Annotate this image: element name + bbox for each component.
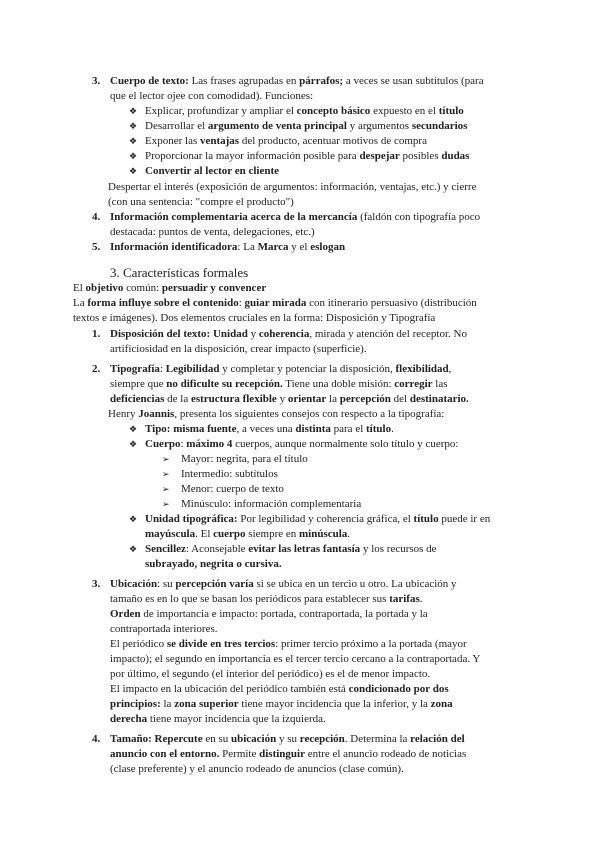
text-run: contraportada interiores. (110, 623, 218, 635)
bold-run: principios: (110, 698, 161, 710)
text-run: por último, el segundo (el interior del periódico) es el de menor impacto. (110, 668, 431, 680)
bold-run: guiar mirada (244, 297, 307, 309)
bold-run: destinatario. (409, 393, 469, 405)
paragraph-line: Despertar el interés (exposición de argumentos: información, ventajas, etc.) y cierre (108, 181, 477, 193)
text-run: Desarrollar el (145, 120, 208, 132)
paragraph-line: destacada: puntos de venta, delegaciones, etc.) (110, 226, 315, 238)
bold-run: corregir (394, 378, 433, 390)
bold-run: persuadir y convencer (161, 282, 267, 294)
text-run: Exponer las (145, 135, 200, 147)
paragraph-line (110, 732, 520, 747)
bold-run: título (413, 513, 439, 525)
text-run: : su (157, 578, 176, 590)
text-run: y argumentos (346, 120, 412, 132)
bold-run: estructura flexible (190, 393, 277, 405)
text-run: . (391, 423, 394, 435)
text-run: tiene mayor incidencia que la inferior, y la (238, 698, 431, 710)
text-run: Henry (108, 408, 139, 420)
paragraph-line (110, 74, 520, 89)
bold-run: zona superior (174, 698, 239, 710)
bold-run: recepción (299, 733, 345, 745)
text-run: si se ubica en un tercio u otro. La ubicación y (253, 578, 457, 590)
bullet-text (145, 134, 515, 149)
text-run: , a veces una (236, 423, 296, 435)
text-run: siempre que (110, 378, 167, 390)
bold-run: Ubicación (110, 578, 158, 590)
text-run: : (238, 297, 245, 309)
text-run: Permite (219, 748, 260, 760)
text-run: : (159, 363, 166, 375)
bold-run: percepción (339, 393, 391, 405)
bold-run: forma influye sobre el contenido (87, 297, 239, 309)
diamond-bullet-icon: ❖ (129, 151, 138, 161)
bold-run: objetivo (85, 282, 124, 294)
arrow-bullet-icon: ➢ (162, 499, 170, 509)
paragraph-line (110, 637, 520, 652)
bold-run: Joannis (138, 408, 175, 420)
bold-run: título (366, 423, 392, 435)
text-run: tamaño es en lo que se basan los periódicos para establecer sus (110, 593, 390, 605)
paragraph-line (110, 712, 520, 727)
bold-run: Tipografía (110, 363, 160, 375)
text-run: cuerpos, aunque normalmente solo título y cuerpo: (232, 438, 459, 450)
paragraph-line (110, 362, 520, 377)
paragraph-line: (con una sentencia: "compre el producto") (108, 196, 294, 208)
paragraph-line (110, 747, 520, 762)
paragraph-line: textos e imágenes). Dos elementos cruciales en la forma: Disposición y Tipografía (73, 312, 436, 324)
paragraph-line (108, 407, 520, 422)
diamond-bullet-icon: ❖ (129, 544, 138, 554)
bold-run: concepto básico (296, 105, 371, 117)
bold-run: se divide en tres tercios (166, 638, 276, 650)
bold-run: Tipo: misma fuente (145, 423, 237, 435)
text-run: del (390, 393, 410, 405)
bold-run: orientar (287, 393, 327, 405)
text-run: El (73, 282, 86, 294)
bold-run: no dificulte su recepción. (166, 378, 283, 390)
text-run: , (448, 363, 452, 375)
bold-run: ubicación (231, 733, 277, 745)
text-run: El periódico (110, 638, 167, 650)
bold-run: derecha (110, 713, 148, 725)
bullet-text (145, 164, 515, 179)
text-run: para el (330, 423, 367, 435)
paragraph-line (110, 592, 520, 607)
paragraph-line (73, 281, 523, 296)
text-run: Las frases agrupadas en (188, 75, 300, 87)
text-run: Proporcionar la mayor información posible para (145, 150, 360, 162)
bold-run: zona (430, 698, 453, 710)
text-run: . (347, 528, 351, 540)
text-run: en su (202, 733, 231, 745)
bold-run: Legibilidad (165, 363, 220, 375)
paragraph-line (110, 377, 520, 392)
text-run: , presenta los siguientes consejos con respecto a la tipografía: (174, 408, 445, 420)
text-run: del producto, acentuar motivos de compra (239, 135, 427, 147)
bold-run: distinguir (259, 748, 305, 760)
bold-run: relación del (410, 733, 465, 745)
bold-run: cuerpo (213, 528, 246, 540)
text-run: las (432, 378, 448, 390)
text-run: y los recursos de (360, 543, 437, 555)
text-run: y (247, 328, 259, 340)
text-run: El impacto en la ubicación del periódico también está (110, 683, 349, 695)
paragraph-line (110, 210, 520, 225)
bold-run: Marca (257, 241, 289, 253)
paragraph-line: artificiosidad en la disposición, crear impacto (superficie). (110, 343, 367, 355)
diamond-bullet-icon: ❖ (129, 439, 138, 449)
bold-run: flexibilidad (395, 363, 449, 375)
text-run: y su (276, 733, 300, 745)
paragraph-line (110, 697, 520, 712)
diamond-bullet-icon: ❖ (129, 121, 138, 131)
paragraph-line (110, 652, 520, 667)
text-run: : primer tercio próximo a la portada (mayor (275, 638, 467, 650)
text-run: entre el anuncio rodeado de noticias (304, 748, 467, 760)
bold-run: secundarios (411, 120, 468, 132)
paragraph-line (110, 667, 520, 682)
diamond-bullet-icon: ❖ (129, 136, 138, 146)
text-run: (faldón con tipografía poco (357, 211, 481, 223)
paragraph-line (110, 392, 520, 407)
bullet-text (145, 542, 515, 557)
bold-run: deficiencias (110, 393, 165, 405)
bold-run: Disposición del texto: Unidad (110, 328, 248, 340)
arrow-text: Intermedio: subtítulos (181, 468, 278, 480)
text-run: común: (123, 282, 162, 294)
paragraph-line (73, 296, 523, 311)
paragraph-line (110, 577, 520, 592)
list-number: 4. (92, 733, 101, 745)
text-run: . El (195, 528, 214, 540)
paragraph-line: que el lector ojee con comodidad). Funciones: (110, 90, 314, 102)
text-run: Explicar, profundizar y ampliar el (145, 105, 297, 117)
text-run: de la (164, 393, 191, 405)
bold-run: tarifas (389, 593, 420, 605)
text-run: la (326, 393, 340, 405)
bullet-text (145, 512, 515, 527)
list-number: 3. (92, 578, 101, 590)
bold-run: evitar las letras fantasía (248, 543, 361, 555)
section-heading: 3. Características formales (110, 265, 249, 280)
text-run: a veces se usan subtítulos (para (343, 75, 484, 87)
text-run: con itinerario persuasivo (distribución (306, 297, 477, 309)
bullet-text (145, 119, 515, 134)
arrow-text: Menor: cuerpo de texto (181, 483, 284, 495)
bullet-text (145, 437, 515, 452)
text-run: : Aconsejable (185, 543, 249, 555)
list-number: 3. (92, 75, 101, 87)
text-run: la (160, 698, 175, 710)
list-number: 5. (92, 241, 101, 253)
text-run: puede ir en (438, 513, 491, 525)
bullet-text (145, 527, 515, 542)
bold-run: percepción varía (175, 578, 254, 590)
bold-run: máximo 4 (186, 438, 233, 450)
text-run: Tiene una doble misión: (282, 378, 395, 390)
bullet-text (145, 149, 515, 164)
text-run: . (419, 593, 423, 605)
diamond-bullet-icon: ❖ (129, 106, 138, 116)
paragraph-line (110, 240, 520, 255)
bold-run: Cuerpo (145, 438, 181, 450)
diamond-bullet-icon: ❖ (129, 424, 138, 434)
paragraph-line (110, 622, 520, 637)
text-run: (clase preferente) y el anuncio rodeado de anuncios (clase común). (110, 763, 404, 775)
bold-run: subrayado, negrita o cursiva. (145, 558, 282, 570)
bold-run: condicionado por dos (348, 683, 449, 695)
list-number: 1. (92, 328, 101, 340)
text-run: , mirada y atención del receptor. No (309, 328, 467, 340)
text-run: . Determina la (344, 733, 411, 745)
bold-run: Tamaño: Repercute (110, 733, 203, 745)
text-run: y (276, 393, 288, 405)
text-run: siempre en (245, 528, 299, 540)
list-number: 4. (92, 211, 101, 223)
paragraph-line (110, 682, 520, 697)
paragraph-line (110, 762, 520, 777)
bold-run: Información identificadora (110, 241, 238, 253)
bold-run: Unidad tipográfica: (145, 513, 238, 525)
bold-run: título (438, 105, 464, 117)
arrow-bullet-icon: ➢ (162, 469, 170, 479)
bullet-text (145, 557, 515, 572)
bold-run: ventajas (199, 135, 240, 147)
text-run: : La (237, 241, 258, 253)
diamond-bullet-icon: ❖ (129, 166, 138, 176)
bold-run: argumento de venta principal (207, 120, 347, 132)
bold-run: despejar (359, 150, 400, 162)
bold-run: distinta (295, 423, 331, 435)
arrow-text: Minúsculo: información complementaria (181, 498, 362, 510)
text-run: tiene mayor incidencia que la izquierda. (147, 713, 326, 725)
bold-run: anuncio con el entorno. (110, 748, 220, 760)
arrow-bullet-icon: ➢ (162, 484, 170, 494)
text-run: posibles (399, 150, 442, 162)
bullet-text (145, 422, 515, 437)
text-run: y completar y potenciar la disposición, (219, 363, 396, 375)
text-run: impacto); el segundo en importancia es el tercer tercio cercano a la contraportada. Y (110, 653, 481, 665)
text-run: : (180, 438, 187, 450)
text-run: de importancia e impacto: portada, contraportada, la portada y la (140, 608, 428, 620)
bold-run: Sencillez (145, 543, 186, 555)
bold-run: minúscula (299, 528, 348, 540)
bold-run: Convertir al lector en cliente (145, 165, 279, 177)
bold-run: dudas (441, 150, 470, 162)
text-run: Por legibilidad y coherencia gráfica, el (237, 513, 414, 525)
arrow-text: Mayor: negrita, para el título (181, 453, 308, 465)
diamond-bullet-icon: ❖ (129, 514, 138, 524)
paragraph-line (110, 607, 520, 622)
bold-run: coherencia (258, 328, 310, 340)
bold-run: eslogan (310, 241, 346, 253)
paragraph-line (110, 327, 520, 342)
bold-run: Cuerpo de texto: (110, 75, 189, 87)
bold-run: párrafos; (299, 75, 344, 87)
text-run: expuesto en el (370, 105, 439, 117)
bold-run: mayúscula (145, 528, 196, 540)
text-run: La (73, 297, 88, 309)
bullet-text (145, 104, 515, 119)
text-run: y el (288, 241, 311, 253)
list-number: 2. (92, 363, 101, 375)
bold-run: Orden (110, 608, 141, 620)
bold-run: Información complementaria acerca de la mercancía (110, 211, 358, 223)
arrow-bullet-icon: ➢ (162, 454, 170, 464)
